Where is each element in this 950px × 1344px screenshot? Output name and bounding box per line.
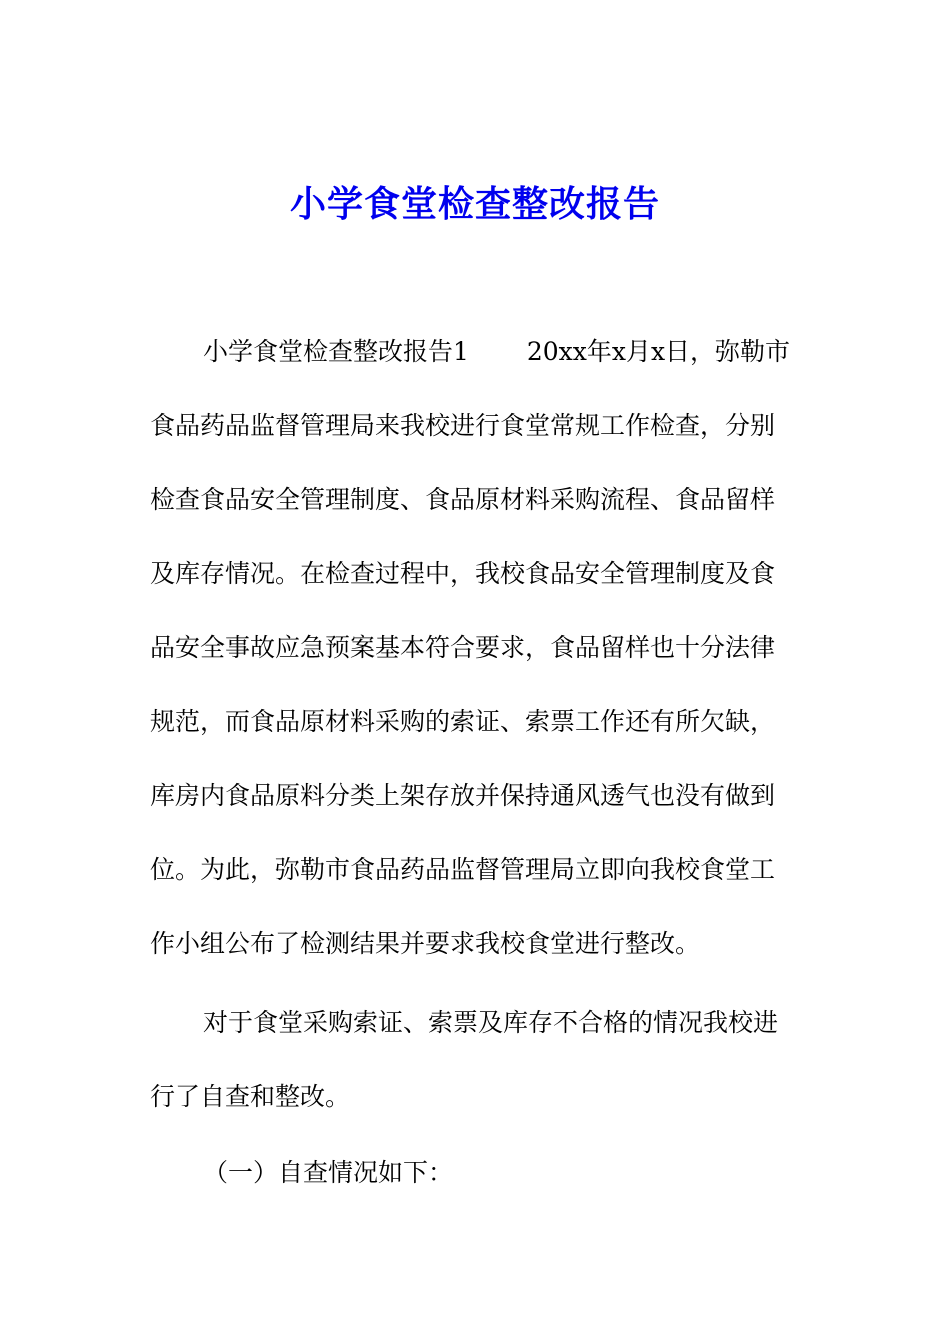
paragraph-line: 及库存情况。在检查过程中，我校食品安全管理制度及食: [150, 559, 776, 588]
paragraph-line: 行了自查和整改。: [150, 1082, 351, 1111]
paragraph-line: 检查食品安全管理制度、食品原材料采购流程、食品留样: [150, 485, 776, 514]
paragraph-line: 品安全事故应急预案基本符合要求，食品留样也十分法律: [150, 633, 776, 662]
paragraph-line: 作小组公布了检测结果并要求我校食堂进行整改。: [150, 929, 701, 958]
paragraph-line: 规范，而食品原材料采购的索证、索票工作还有所欠缺，: [150, 707, 776, 736]
paragraph-line: 对于食堂采购索证、索票及库存不合格的情况我校进: [203, 1008, 779, 1037]
paragraph-line: 库房内食品原料分类上架存放并保持通风透气也没有做到: [150, 781, 776, 810]
paragraph-line: 小学食堂检查整改报告1 20xx年x月x日，弥勒市: [203, 337, 791, 366]
section-heading: （一）自查情况如下：: [203, 1158, 454, 1187]
paragraph-line: 位。为此，弥勒市食品药品监督管理局立即向我校食堂工: [150, 855, 776, 884]
document-title: 小学食堂检查整改报告: [289, 183, 660, 225]
paragraph-line: 食品药品监督管理局来我校进行食堂常规工作检查，分别: [150, 411, 776, 440]
